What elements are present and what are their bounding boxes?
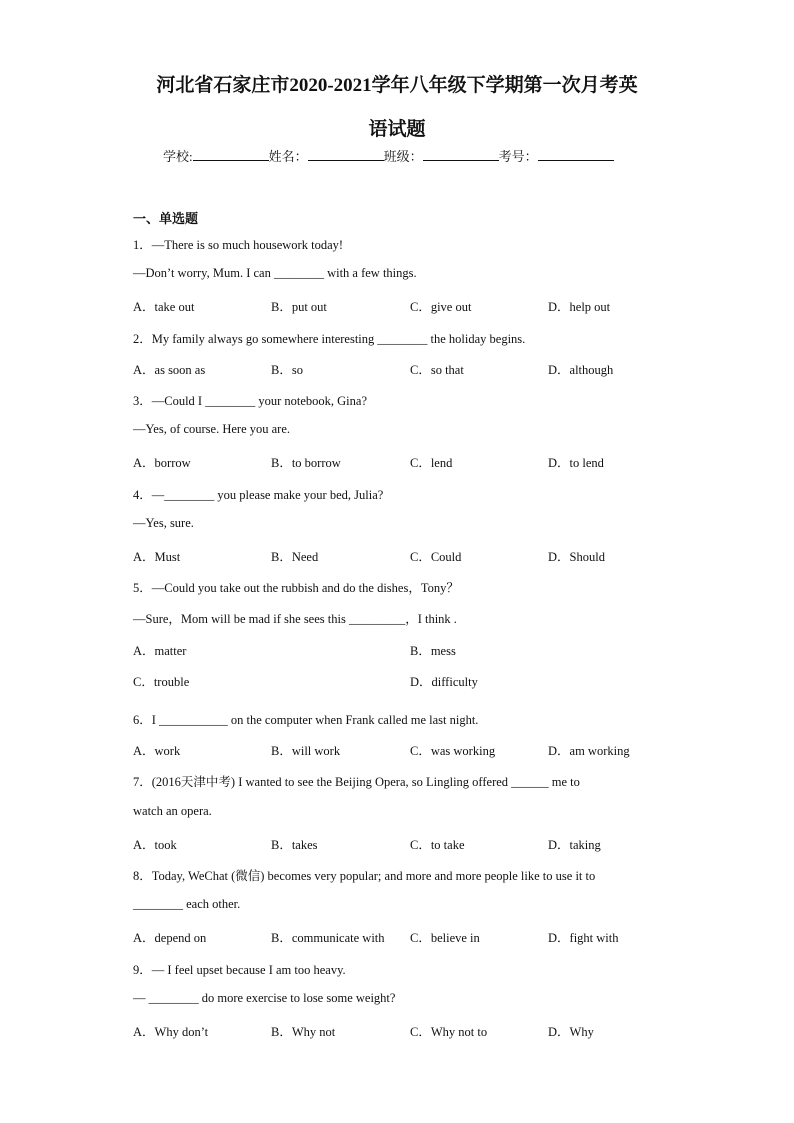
- question-6-option-a: A．work: [133, 744, 181, 758]
- question-1-text: 1．—There is so much housework today!: [133, 238, 344, 252]
- question-6-text: 6．I ___________ on the computer when Frank called me last night.: [133, 713, 479, 727]
- question-6-option-d: D．am working: [548, 744, 630, 758]
- question-2-option-a: A．as soon as: [133, 363, 206, 377]
- question-1-option-b: B．put out: [271, 300, 327, 314]
- question-5-option-d: D．difficulty: [410, 675, 478, 689]
- question-7-option-c: C．to take: [410, 838, 465, 852]
- question-7-option-a: A．took: [133, 838, 177, 852]
- question-2-option-c: C．so that: [410, 363, 464, 377]
- question-2-text: 2．My family always go somewhere interesting ________ the holiday begins.: [133, 332, 526, 346]
- question-8-text-2: ________ each other.: [133, 897, 241, 911]
- question-9-option-c: C．Why not to: [410, 1025, 488, 1039]
- question-4-text-2: —Yes, sure.: [133, 516, 194, 530]
- student-info-row: [163, 146, 614, 165]
- class-blank: [423, 148, 499, 161]
- school-label: 学校:: [163, 149, 193, 164]
- question-5-text: 5．—Could you take out the rubbish and do the dishes，Tony？: [133, 581, 459, 595]
- question-5-text-2: —Sure，Mom will be mad if she sees this _________，I think .: [133, 612, 457, 626]
- question-5-option-c: C．trouble: [133, 675, 190, 689]
- question-9-text: 9．— I feel upset because I am too heavy.: [133, 963, 346, 977]
- question-4-text: 4．—________ you please make your bed, Julia?: [133, 488, 384, 502]
- question-3-text: 3．—Could I ________ your notebook, Gina?: [133, 394, 368, 408]
- page-title: 河北省石家庄市2020-2021学年八年级下学期第一次月考英: [156, 75, 638, 96]
- page-title-continued: 语试题: [368, 119, 426, 140]
- question-9-option-b: B．Why not: [271, 1025, 336, 1039]
- question-3-option-a: A．borrow: [133, 456, 191, 470]
- question-1-option-c: C．give out: [410, 300, 472, 314]
- question-8-option-a: A．depend on: [133, 931, 207, 945]
- question-3-option-d: D．to lend: [548, 456, 604, 470]
- question-5-option-b: B．mess: [410, 644, 456, 658]
- question-3-text-2: —Yes, of course. Here you are.: [133, 422, 291, 436]
- question-7-text-2: watch an opera.: [133, 804, 212, 818]
- question-6-option-b: B．will work: [271, 744, 341, 758]
- question-4-option-b: B．Need: [271, 550, 319, 564]
- question-8-option-c: C．believe in: [410, 931, 480, 945]
- question-7-text: 7．(2016天津中考) I wanted to see the Beijing Opera, so Lingling offered ______ me to: [133, 775, 580, 789]
- question-8-option-b: B．communicate with: [271, 931, 385, 945]
- question-4-option-a: A．Must: [133, 550, 181, 564]
- question-9-text-2: — ________ do more exercise to lose some weight?: [133, 991, 396, 1005]
- name-blank: [308, 148, 384, 161]
- question-6-option-c: C．was working: [410, 744, 496, 758]
- question-1-option-a: A．take out: [133, 300, 195, 314]
- question-9-option-d: D．Why: [548, 1025, 594, 1039]
- question-9-option-a: A．Why don’t: [133, 1025, 209, 1039]
- number-blank: [538, 148, 614, 161]
- question-2-option-d: D．although: [548, 363, 614, 377]
- question-8-option-d: D．fight with: [548, 931, 619, 945]
- class-label: 班级：: [383, 149, 423, 164]
- question-3-option-b: B．to borrow: [271, 456, 341, 470]
- number-label: 考号：: [498, 149, 538, 164]
- question-1-option-d: D．help out: [548, 300, 611, 314]
- question-1-text-2: —Don’t worry, Mum. I can ________ with a few things.: [133, 266, 417, 280]
- question-7-option-d: D．taking: [548, 838, 601, 852]
- question-5-option-a: A．matter: [133, 644, 187, 658]
- name-label: 姓名：: [268, 149, 308, 164]
- question-4-option-c: C．Could: [410, 550, 462, 564]
- question-2-option-b: B．so: [271, 363, 303, 377]
- question-7-option-b: B．takes: [271, 838, 318, 852]
- section-heading: 一、单选题: [133, 211, 199, 226]
- question-3-option-c: C．lend: [410, 456, 453, 470]
- question-4-option-d: D．Should: [548, 550, 605, 564]
- school-blank: [193, 148, 269, 161]
- question-8-text: 8．Today, WeChat (微信) becomes very popular; and more and more people like to use it to: [133, 869, 596, 883]
